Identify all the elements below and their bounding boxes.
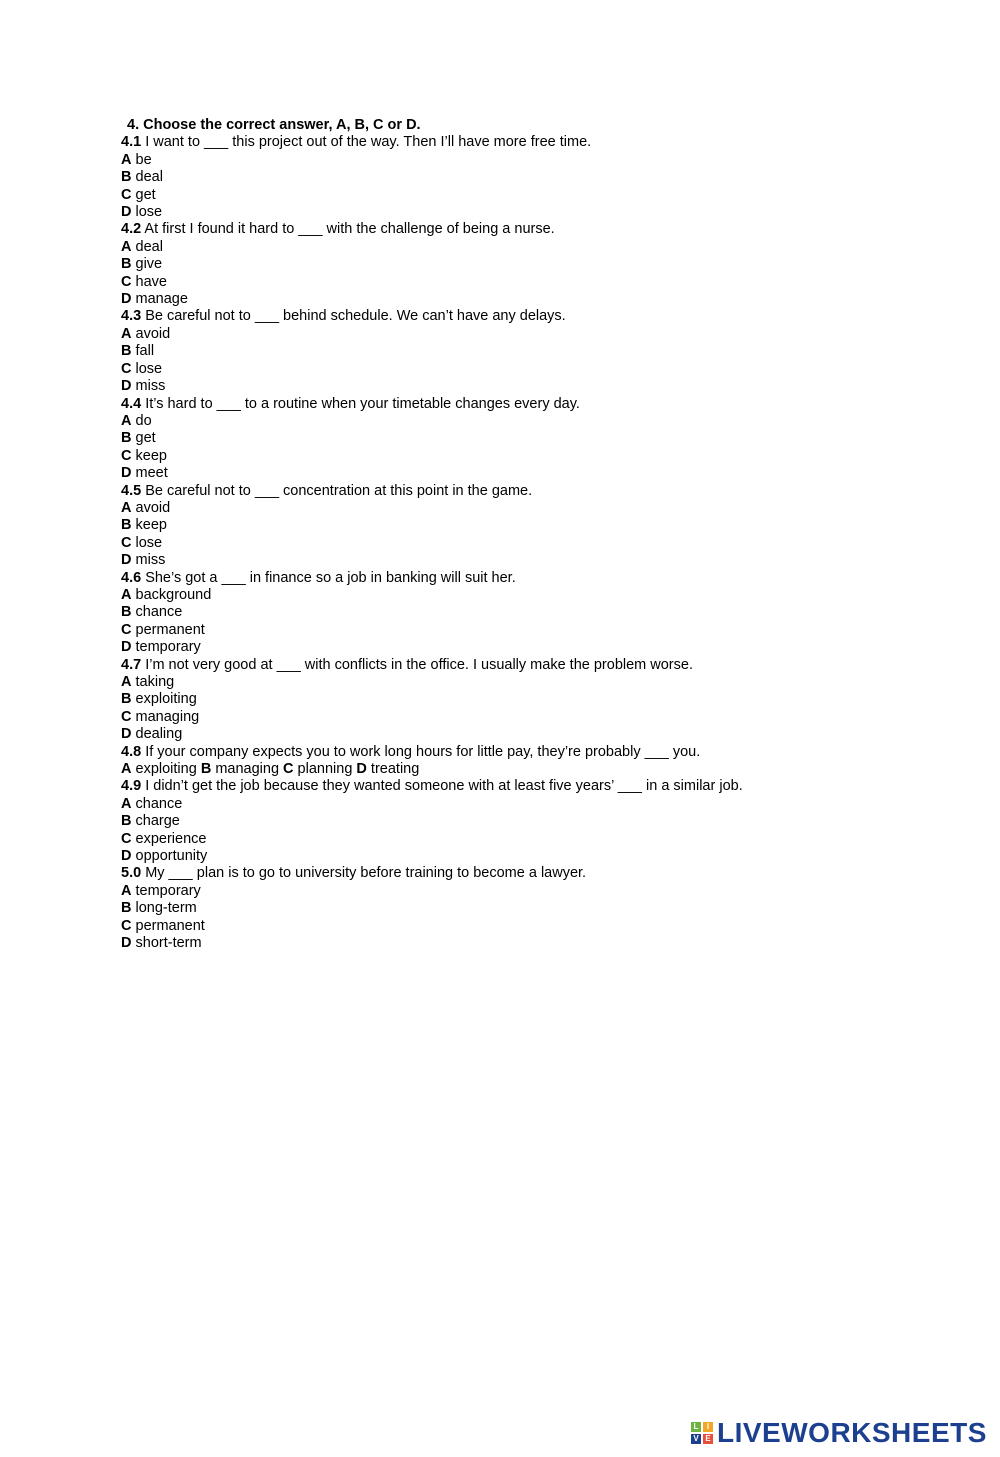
answer-option-b[interactable] (121, 691, 881, 708)
answer-option-d[interactable] (121, 204, 881, 221)
answer-option-a[interactable] (121, 674, 881, 691)
option-letter: C (121, 534, 132, 551)
option-text: lose (131, 534, 163, 551)
option-text: do (131, 412, 152, 429)
option-text: have (131, 273, 167, 290)
option-letter: B (121, 900, 132, 917)
question-text: She’s got a ___ in finance so a job in banking will suit her. (141, 569, 516, 586)
option-text: experience (131, 830, 207, 847)
answer-option-c[interactable] (121, 535, 881, 552)
option-text: permanent (131, 917, 205, 934)
option-text: temporary (131, 882, 201, 899)
option-letter: B (121, 343, 132, 360)
answer-option-d[interactable] (121, 935, 881, 952)
answer-option-c[interactable] (121, 448, 881, 465)
option-text: manage (131, 291, 188, 308)
option-letter: D (121, 935, 132, 952)
logo-mark-icon (691, 1422, 713, 1444)
option-text: avoid (131, 499, 171, 516)
option-letter: C (121, 708, 132, 725)
answer-option-c[interactable] (121, 187, 881, 204)
answer-option-c[interactable] (121, 831, 881, 848)
option-letter: A (121, 151, 132, 168)
option-text: miss (131, 378, 166, 395)
option-letter: A (121, 325, 132, 342)
option-letter: A (121, 238, 132, 255)
question-number: 4.5 (121, 482, 142, 499)
option-letter: D (121, 552, 132, 569)
question-stem (121, 657, 881, 674)
option-text: opportunity (131, 848, 208, 865)
answer-option-b[interactable] (201, 761, 283, 777)
question-stem (121, 744, 881, 761)
option-text: meet (131, 465, 168, 482)
answer-option-a[interactable] (121, 152, 881, 169)
answer-option-a[interactable] (121, 326, 881, 343)
logo-square: E (703, 1434, 713, 1444)
question-number: 4.3 (121, 308, 142, 325)
option-letter: A (121, 882, 132, 899)
exercise-heading: 4. Choose the correct answer, A, B, C or D. (127, 117, 421, 133)
answer-option-b[interactable] (121, 517, 881, 534)
option-text: taking (131, 674, 175, 690)
option-letter: C (121, 273, 132, 290)
option-text: exploiting (131, 691, 197, 708)
question-number: 4.7 (121, 656, 142, 673)
option-text: chance (131, 795, 183, 812)
logo-square: L (691, 1422, 701, 1432)
answer-option-b[interactable] (121, 256, 881, 273)
question-number: 4.4 (121, 395, 142, 412)
question-text: It’s hard to ___ to a routine when your timetable changes every day. (141, 395, 580, 412)
question-number: 4.1 (121, 134, 142, 151)
answer-option-b[interactable] (121, 430, 881, 447)
option-text: fall (131, 343, 155, 360)
option-letter: D (356, 761, 367, 778)
option-letter: D (121, 726, 132, 743)
option-letter: A (121, 674, 132, 690)
question-text: Be careful not to ___ concentration at this point in the game. (141, 482, 533, 499)
option-text: temporary (131, 639, 201, 656)
answer-option-c[interactable] (121, 709, 881, 726)
question-number: 4.2 (121, 221, 142, 238)
option-text: planning (293, 761, 357, 778)
answer-option-c[interactable] (283, 761, 356, 777)
option-text: chance (131, 604, 183, 621)
question-text: My ___ plan is to go to university before training to become a lawyer. (141, 865, 587, 882)
option-letter: B (121, 256, 132, 273)
option-letter: C (121, 186, 132, 203)
answer-option-a[interactable] (121, 500, 881, 517)
option-letter: C (121, 917, 132, 934)
option-letter: B (121, 813, 132, 830)
option-text: give (131, 256, 163, 273)
question-stem (121, 134, 881, 151)
option-letter: A (121, 586, 132, 603)
option-text: charge (131, 813, 180, 830)
answer-option-d[interactable] (356, 761, 419, 777)
option-letter: D (121, 291, 132, 308)
option-letter: C (121, 447, 132, 464)
answer-option-c[interactable] (121, 361, 881, 378)
answer-option-a[interactable] (121, 413, 881, 430)
option-text: managing (131, 708, 200, 725)
logo-square: V (691, 1434, 701, 1444)
question-number: 4.9 (121, 778, 142, 795)
question-stem (121, 308, 881, 325)
logo-text: LIVEWORKSHEETS (717, 1417, 987, 1448)
option-letter: B (121, 430, 132, 447)
answer-option-d[interactable] (121, 291, 881, 308)
answer-option-b[interactable] (121, 604, 881, 621)
option-text: exploiting (131, 761, 201, 778)
answer-option-c[interactable] (121, 622, 881, 639)
answer-option-d[interactable] (121, 465, 881, 482)
answer-option-a[interactable] (121, 587, 881, 604)
option-text: get (131, 186, 156, 203)
question-text: Be careful not to ___ behind schedule. We can’t have any delays. (141, 308, 566, 325)
option-text: background (131, 586, 212, 603)
question-stem (121, 778, 881, 795)
question-text: I want to ___ this project out of the way. Then I’ll have more free time. (141, 134, 592, 151)
option-letter: A (121, 795, 132, 812)
answer-option-a[interactable] (121, 883, 881, 900)
answer-option-d[interactable] (121, 726, 881, 743)
option-letter: B (121, 169, 132, 186)
option-text: lose (131, 204, 163, 221)
option-text: lose (131, 360, 163, 377)
option-letter: C (121, 830, 132, 847)
answer-option-c[interactable] (121, 918, 881, 935)
question-text: I didn’t get the job because they wanted someone with at least five years’ ___ in a similar job. (141, 778, 743, 795)
answer-option-a[interactable] (121, 239, 881, 256)
question-text: I’m not very good at ___ with conflicts in the office. I usually make the problem worse. (141, 656, 693, 673)
option-text: keep (131, 517, 167, 534)
question-list (121, 134, 881, 952)
option-text: managing (211, 761, 284, 778)
answer-option-b[interactable] (121, 169, 881, 186)
worksheet (121, 117, 881, 953)
question-stem (121, 865, 881, 882)
option-letter: B (200, 761, 212, 778)
question-stem (121, 221, 881, 238)
question-number: 4.8 (121, 743, 142, 760)
answer-option-d[interactable] (121, 639, 881, 656)
option-letter: D (121, 378, 132, 395)
answer-option-a[interactable] (121, 761, 201, 777)
option-letter: B (121, 604, 132, 621)
option-letter: C (283, 761, 294, 778)
option-letter: D (121, 465, 132, 482)
option-letter: D (121, 204, 132, 221)
question-stem (121, 570, 881, 587)
option-letter: A (121, 412, 132, 429)
option-text: get (131, 430, 156, 447)
option-text: avoid (131, 325, 171, 342)
question-stem (121, 483, 881, 500)
liveworksheets-logo[interactable] (691, 1417, 987, 1449)
option-letter: B (121, 691, 132, 708)
option-letter: C (121, 621, 132, 638)
question-number: 4.6 (121, 569, 142, 586)
answer-option-d[interactable] (121, 552, 881, 569)
option-text: short-term (131, 935, 202, 952)
option-text: long-term (131, 900, 197, 917)
question-number: 5.0 (121, 865, 142, 882)
option-letter: A (121, 499, 132, 516)
answer-option-c[interactable] (121, 274, 881, 291)
option-row (121, 761, 881, 778)
question-text: At first I found it hard to ___ with the challenge of being a nurse. (141, 221, 555, 238)
option-text: keep (131, 447, 167, 464)
option-letter: C (121, 360, 132, 377)
question-text: If your company expects you to work long hours for little pay, they’re probably ___ you. (141, 743, 701, 760)
question-stem (121, 396, 881, 413)
answer-option-d[interactable] (121, 378, 881, 395)
option-text: treating (366, 761, 420, 778)
answer-option-a[interactable] (121, 796, 881, 813)
answer-option-d[interactable] (121, 848, 881, 865)
option-text: deal (131, 169, 163, 186)
option-text: dealing (131, 726, 183, 743)
answer-option-b[interactable] (121, 900, 881, 917)
logo-square: I (703, 1422, 713, 1432)
option-text: miss (131, 552, 166, 569)
option-text: permanent (131, 621, 205, 638)
option-letter: D (121, 639, 132, 656)
option-text: be (131, 151, 152, 168)
option-letter: D (121, 848, 132, 865)
option-text: deal (131, 238, 163, 255)
option-letter: B (121, 517, 132, 534)
answer-option-b[interactable] (121, 343, 881, 360)
answer-option-b[interactable] (121, 813, 881, 830)
option-letter: A (121, 761, 132, 778)
